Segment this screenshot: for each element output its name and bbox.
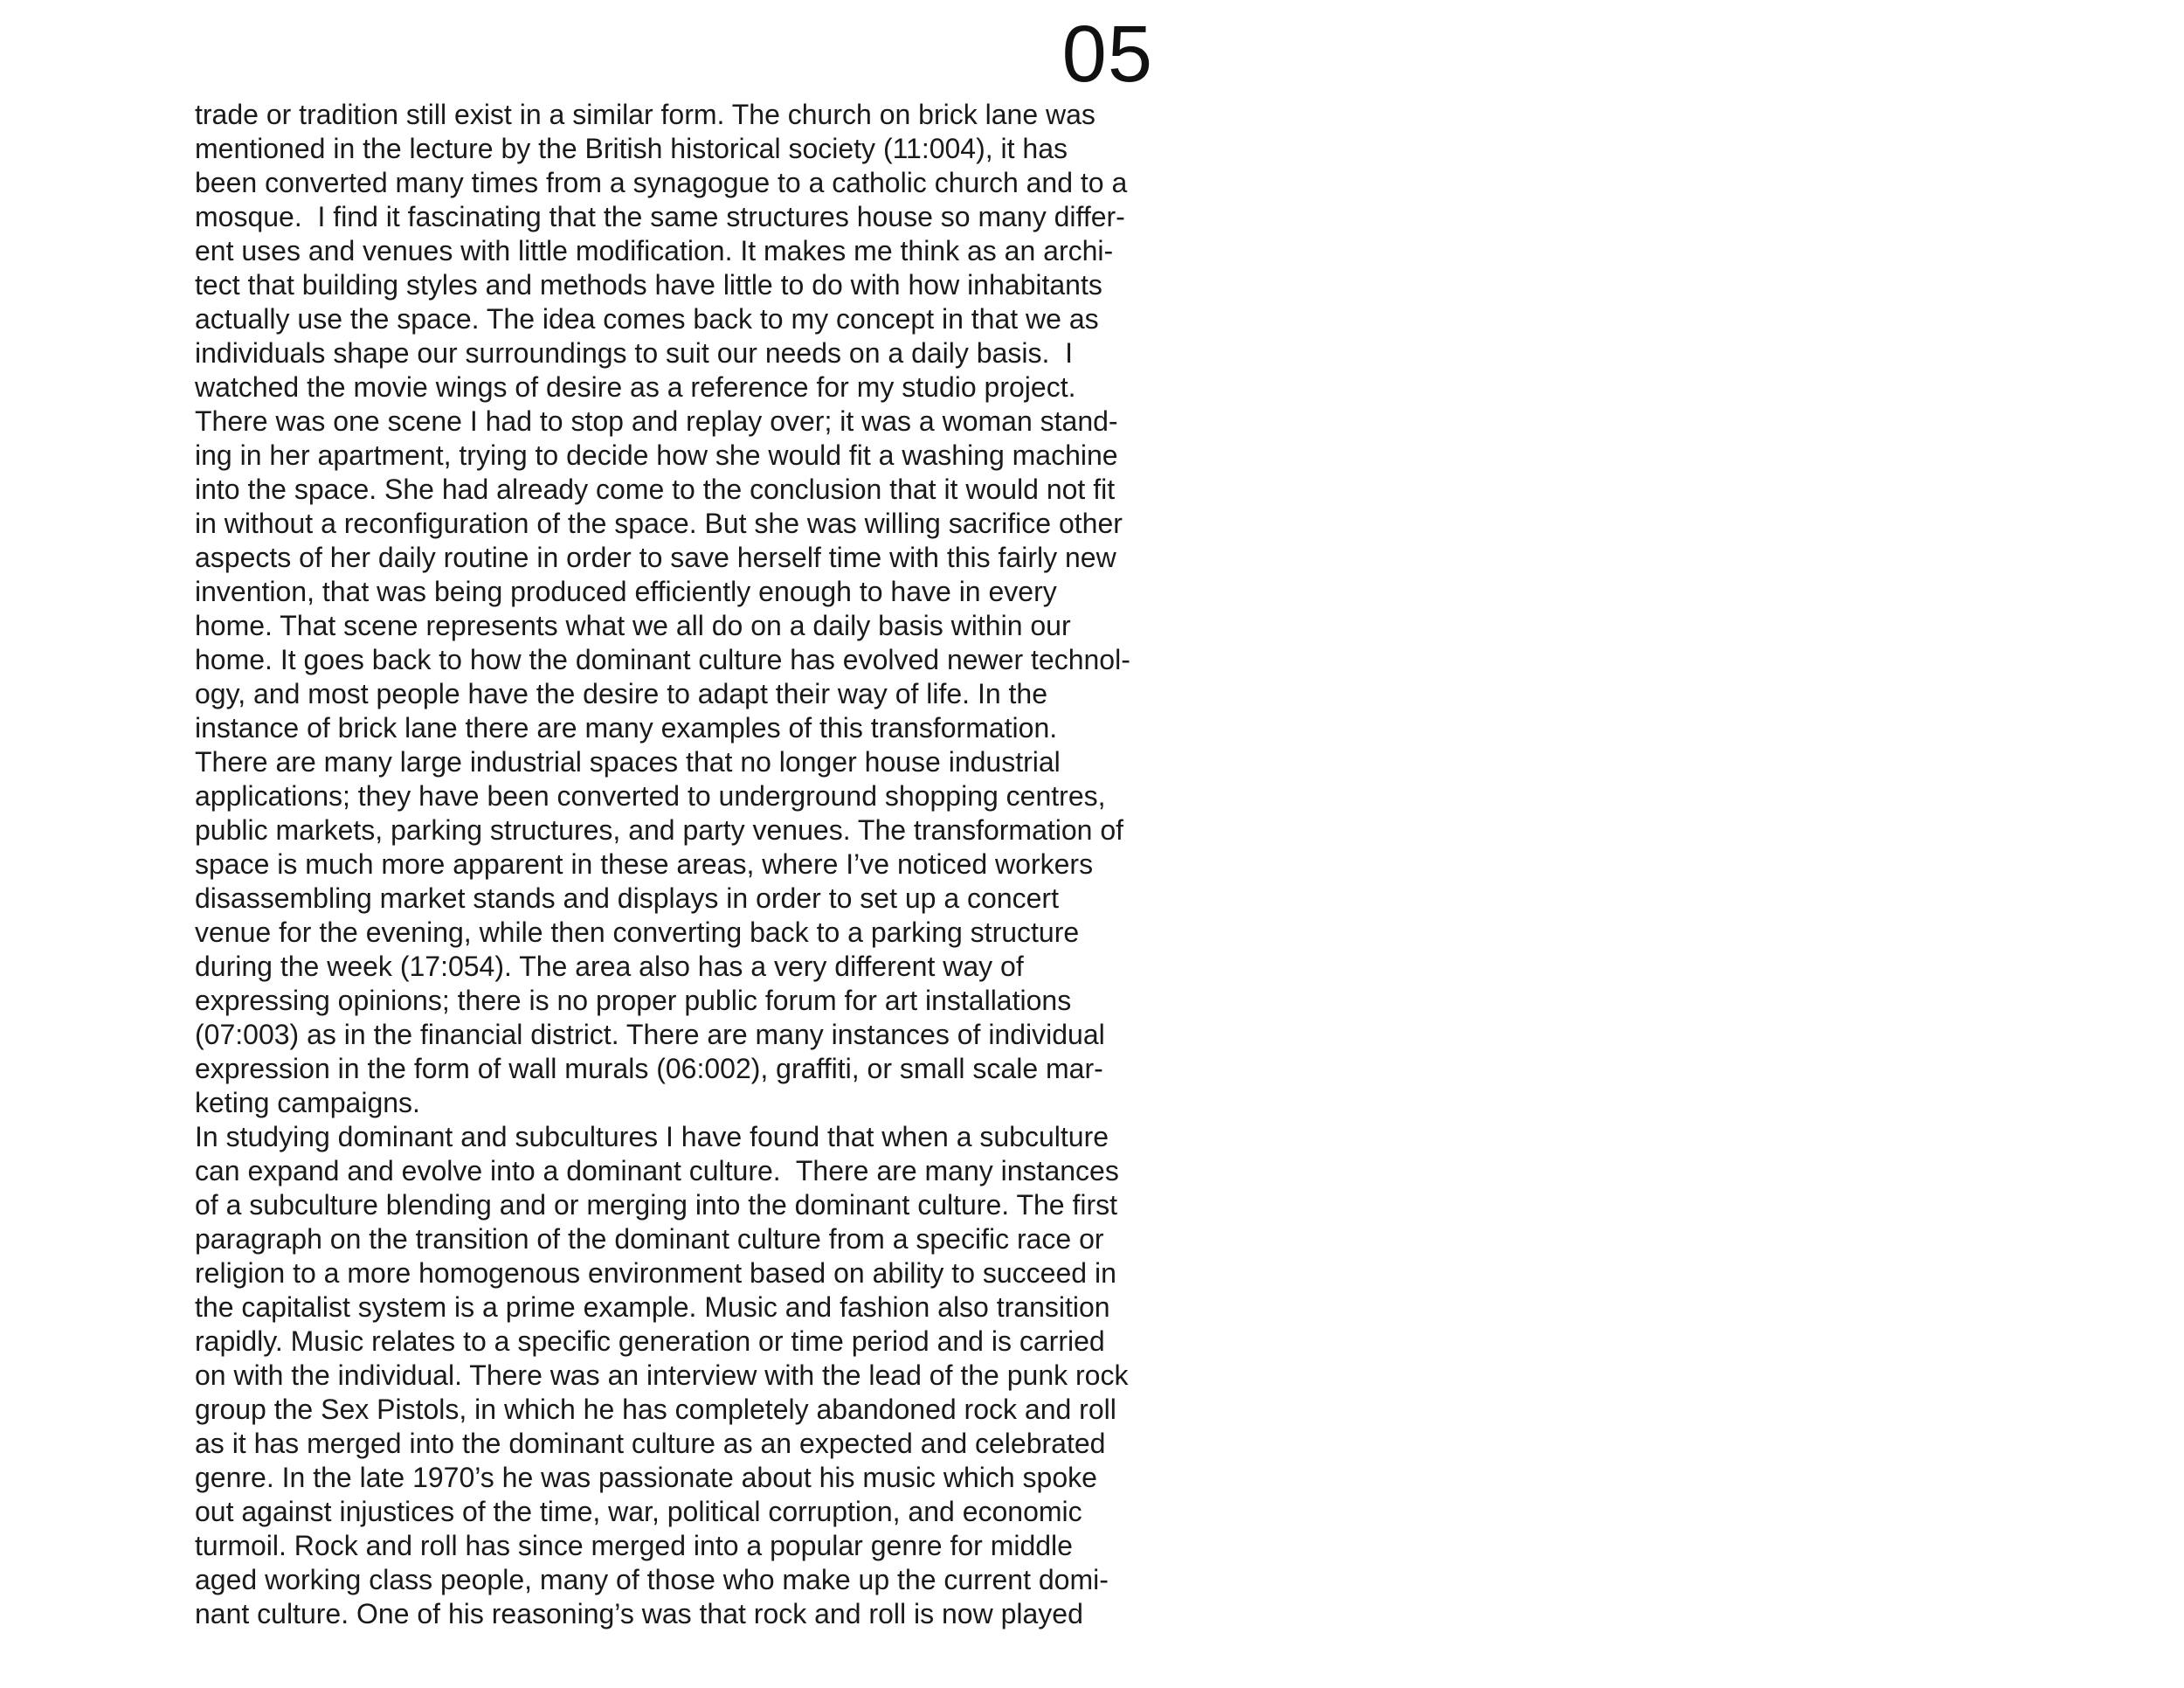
- text-line: ing in her apartment, trying to decide how she would fit a washing machine: [195, 439, 1118, 471]
- text-line: expression in the form of wall murals (06:002), graffiti, or small scale mar-: [195, 1053, 1103, 1084]
- page-number: 05: [1061, 10, 1153, 99]
- text-line: actually use the space. The idea comes back to my concept in that we as: [195, 303, 1099, 335]
- text-line: public markets, parking structures, and party venues. The transformation of: [195, 814, 1124, 846]
- text-line: mentioned in the lecture by the British historical society (11:004), it has: [195, 133, 1068, 164]
- text-line: of a subculture blending and or merging into the dominant culture. The first: [195, 1189, 1118, 1221]
- text-line: individuals shape our surroundings to suit our needs on a daily basis. I: [195, 337, 1074, 369]
- text-line: aged working class people, many of those who make up the current domi-: [195, 1564, 1109, 1595]
- text-line: into the space. She had already come to the conclusion that it would not fit: [195, 474, 1116, 505]
- text-line: In studying dominant and subcultures I have found that when a subculture: [195, 1121, 1109, 1152]
- text-line: nant culture. One of his reasoning’s was that rock and roll is now played: [195, 1598, 1083, 1629]
- text-line: expressing opinions; there is no proper public forum for art installations: [195, 985, 1072, 1016]
- text-line: mosque. I find it fascinating that the same structures house so many differ-: [195, 201, 1125, 232]
- text-line: out against injustices of the time, war, political corruption, and economic: [195, 1496, 1082, 1527]
- text-line: religion to a more homogenous environment based on ability to succeed in: [195, 1257, 1116, 1289]
- text-line: trade or tradition still exist in a similar form. The church on brick lane was: [195, 99, 1095, 130]
- text-line: in without a reconfiguration of the space. But she was willing sacrifice other: [195, 508, 1123, 539]
- text-line: home. It goes back to how the dominant culture has evolved newer technol-: [195, 644, 1130, 675]
- text-line: applications; they have been converted to underground shopping centres,: [195, 780, 1106, 812]
- body-text: [195, 98, 1173, 1631]
- text-line: instance of brick lane there are many examples of this transformation.: [195, 712, 1058, 744]
- text-line: space is much more apparent in these areas, where I’ve noticed workers: [195, 848, 1094, 880]
- text-line: paragraph on the transition of the dominant culture from a specific race or: [195, 1223, 1104, 1255]
- text-line: group the Sex Pistols, in which he has completely abandoned rock and roll: [195, 1394, 1116, 1425]
- text-line: (07:003) as in the financial district. There are many instances of individual: [195, 1019, 1105, 1050]
- text-line: as it has merged into the dominant culture as an expected and celebrated: [195, 1428, 1106, 1459]
- text-line: during the week (17:054). The area also has a very different way of: [195, 951, 1024, 982]
- text-line: can expand and evolve into a dominant culture. There are many instances: [195, 1155, 1119, 1186]
- text-line: There was one scene I had to stop and replay over; it was a woman stand-: [195, 405, 1118, 437]
- text-line: been converted many times from a synagogue to a catholic church and to a: [195, 167, 1128, 198]
- text-line: keting campaigns.: [195, 1087, 420, 1118]
- text-line: There are many large industrial spaces that no longer house industrial: [195, 746, 1061, 778]
- text-line: ent uses and venues with little modification. It makes me think as an archi-: [195, 235, 1114, 266]
- text-line: rapidly. Music relates to a specific generation or time period and is carried: [195, 1325, 1105, 1357]
- text-line: turmoil. Rock and roll has since merged into a popular genre for middle: [195, 1530, 1073, 1561]
- text-line: genre. In the late 1970’s he was passionate about his music which spoke: [195, 1462, 1097, 1493]
- text-line: invention, that was being produced efficiently enough to have in every: [195, 576, 1057, 607]
- text-line: on with the individual. There was an interview with the lead of the punk rock: [195, 1359, 1129, 1391]
- text-line: ogy, and most people have the desire to adapt their way of life. In the: [195, 678, 1048, 709]
- text-line: watched the movie wings of desire as a reference for my studio project.: [195, 371, 1076, 403]
- text-line: disassembling market stands and displays in order to set up a concert: [195, 882, 1059, 914]
- text-line: home. That scene represents what we all do on a daily basis within our: [195, 610, 1071, 641]
- text-line: aspects of her daily routine in order to save herself time with this fairly new: [195, 542, 1116, 573]
- text-line: the capitalist system is a prime example. Music and fashion also transition: [195, 1291, 1110, 1323]
- text-line: venue for the evening, while then converting back to a parking structure: [195, 917, 1080, 948]
- text-line: tect that building styles and methods have little to do with how inhabitants: [195, 269, 1102, 301]
